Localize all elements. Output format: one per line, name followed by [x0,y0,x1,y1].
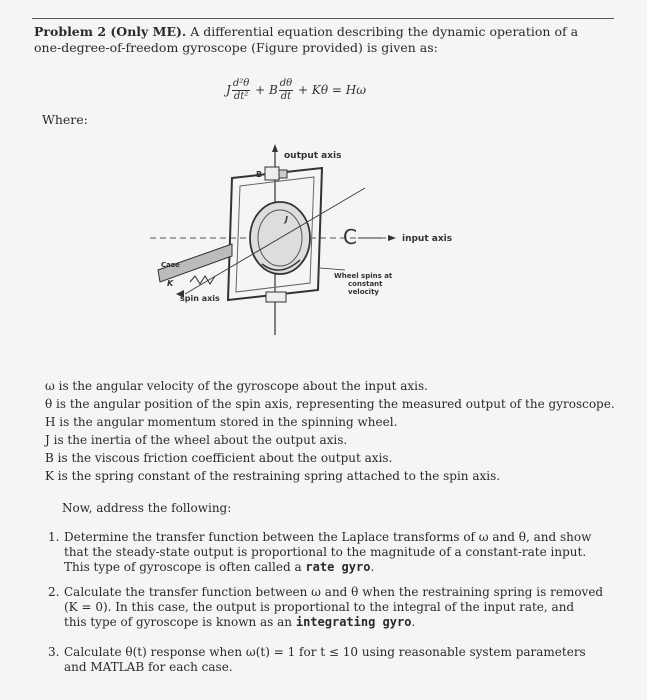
problem-intro-line2: one-degree-of-freedom gyroscope (Figure provided) is given as: [34,40,438,55]
wheel-spins-label-2: constant [348,280,383,288]
task-2-line3 [64,615,603,630]
definition-k: K is the spring constant of the restraining spring attached to the spin axis. [45,469,501,483]
eq-frac2-num: dθ [279,78,293,89]
rate-gyro-term: rate gyro [305,560,371,574]
eq-frac1-den: dt² [233,91,249,102]
damper-b-piston [279,170,287,178]
input-axis-label: input axis [402,234,453,244]
task-2-number: 2. [48,585,60,599]
wheel-spins-label-1: Wheel spins at [334,272,393,280]
label-j: J [285,215,288,224]
definition-omega: ω is the angular velocity of the gyroscope about the input axis. [45,379,428,393]
problem-heading: Problem 2 (Only ME). [34,24,187,39]
wheel-spins-label-3: velocity [348,288,379,296]
eq-rest: + Kθ = Hω [298,83,367,97]
task-3-line1: Calculate θ(t) response when ω(t) = 1 for t ≤ 10 using reasonable system parameters [64,645,586,659]
task-2-line3-suffix: . [411,615,416,629]
damper-b-box [265,167,279,180]
task-1-line3-suffix: . [370,560,375,574]
eq-frac2-den: dt [280,91,292,102]
where-label: Where: [42,112,88,127]
eq-j: J [226,83,231,97]
case-label: Case [161,261,180,269]
output-axis-arrow [272,144,278,152]
task-1-line3 [64,560,591,575]
definition-b: B is the viscous friction coefficient about the output axis. [45,451,393,465]
wheel-leader-line [320,268,345,270]
task-3 [48,645,586,675]
task-2-line1: Calculate the transfer function between ω and θ when the restraining spring is removed [64,585,604,599]
task-1-line2: that the steady-state output is proportional to the magnitude of a constant-rate input. [64,545,587,559]
label-b: B [256,170,263,179]
definition-j: J is the inertia of the wheel about the output axis. [45,433,348,447]
output-axis-label: output axis [284,151,342,161]
label-k: K [167,279,174,288]
task-1-line1: Determine the transfer function between the Laplace transforms of ω and θ, and show [64,530,592,544]
task-1-number: 1. [48,530,60,544]
task-1-line3-prefix: This type of gyroscope is often called a [64,560,306,574]
task-3-number: 3. [48,645,60,659]
definition-h: H is the angular momentum stored in the spinning wheel. [45,415,398,429]
input-axis-arrow [388,235,396,241]
integrating-gyro-term: integrating gyro [295,615,412,629]
eq-plus-b: + B [255,83,278,97]
rotation-c-symbol: C [343,225,357,249]
task-2 [48,585,604,630]
bottom-bearing [266,292,286,302]
now-address-label: Now, address the following: [62,501,232,515]
task-2-line3-prefix: this type of gyroscope is known as an [64,615,296,629]
task-1 [48,530,592,575]
task-3-line2: and MATLAB for each case. [64,660,233,674]
definition-theta: θ is the angular position of the spin axis, representing the measured output of the gyroscope. [45,397,615,411]
intro-text-1: A differential equation describing the dynamic operation of a [190,24,579,39]
task-2-line2: (K = 0). In this case, the output is proportional to the integral of the input rate, and [64,600,575,614]
spring-k [190,276,215,284]
spin-axis-label: spin axis [180,294,220,303]
eq-frac1-num: d²θ [232,78,250,89]
